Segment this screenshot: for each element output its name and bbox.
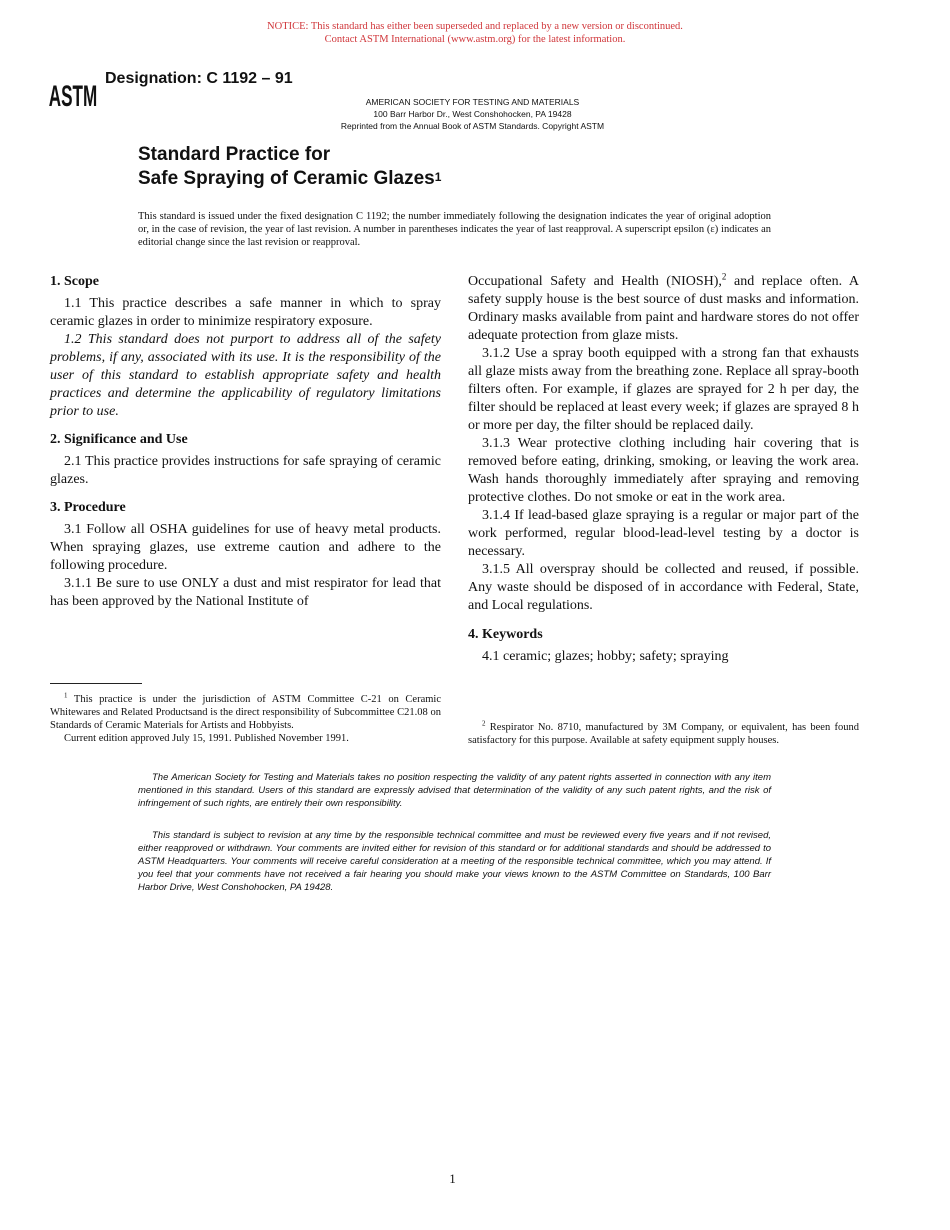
issued-note: This standard is issued under the fixed designation C 1192; the number immediately following the designation indicates the year of original adoption or, in the case of revision, the year of last revision. A number in parentheses indicates the year of last reapproval. A superscript epsilon (ε) indicates an editorial change since the last revision or reapproval. (138, 211, 771, 248)
paragraph-3-1-1: 3.1.1 Be sure to use ONLY a dust and mist respirator for lead that has been approved by the National Institute of (50, 576, 441, 609)
section-heading-scope: 1. Scope (50, 274, 99, 289)
footnote-2-ref: 2 (482, 719, 486, 728)
notice-line-2: Contact ASTM International (www.astm.org) for the latest information. (324, 34, 626, 45)
right-column (468, 273, 859, 666)
section-heading-keywords: 4. Keywords (468, 627, 543, 642)
patent-disclaimer (138, 771, 771, 810)
paragraph-3-1-3: 3.1.3 Wear protective clothing including hair covering that is removed before eating, drinking, smoking, or leaving the work area. Wash hands thoroughly immediately after spraying and removing protective clothes. Do not smoke or eat in the work area. (468, 436, 859, 505)
paragraph-3-1-5: 3.1.5 All overspray should be collected and reused, if possible. Any waste should be disposed of in accordance with Federal, State, and Local regulations. (468, 562, 859, 613)
reprint-note: Reprinted from the Annual Book of ASTM Standards. Copyright ASTM (340, 121, 605, 131)
patent-disclaimer-text: The American Society for Testing and Materials takes no position respecting the validity of any patent rights asserted in connection with any item mentioned in this standard. Users of this standard are expressly advised that determination of the validity of any such patent rights, and the risk of infringement of such rights, are entirely their own responsibility. (138, 772, 771, 809)
paragraph-1-2: 1.2 This standard does not purport to address all of the safety problems, if any, associated with its use. It is the responsibility of the user of this standard to establish appropriate safety and health practices and determine the applicability of regulatory limitations prior to use. (50, 332, 441, 419)
footnote-1-ref: 1 (64, 691, 68, 700)
revision-disclaimer (138, 829, 771, 894)
title-line-2: Safe Spraying of Ceramic Glazes$^1$ (138, 168, 442, 189)
title-line-1: Standard Practice for (138, 144, 331, 165)
society-address: 100 Barr Harbor Dr., West Conshohocken, PA 19428 (373, 109, 572, 119)
svg-text:ASTM: ASTM (48, 80, 98, 114)
footnote-2: $^2$ Respirator No. 8710, manufactured by 3M Company, or equivalent, has been found satisfactory for this purpose. Available at safety equipment supply houses. (468, 719, 859, 746)
title-footnote-ref: 1 (434, 170, 442, 184)
paragraph-2-1: 2.1 This practice provides instructions for safe spraying of ceramic glazes. (50, 454, 441, 487)
left-column (50, 273, 441, 611)
revision-disclaimer-text: This standard is subject to revision at any time by the responsible technical committee and must be reviewed every five years and if not revised, either reapproved or withdrawn. Your comments are invited either for revision of this standard or for additional standards and should be addressed to ASTM Headquarters. Your comments will receive careful consideration at a meeting of the responsible technical committee, which you may attend. If you feel that your comments have not received a fair hearing you should make your views known to the ASTM Committee on Standards, 100 Barr Harbor Drive, West Conshohocken, PA 19428. (138, 830, 771, 893)
designation: Designation: C 1192 – 91 (105, 70, 293, 87)
paragraph-3-1-2: 3.1.2 Use a spray booth equipped with a strong fan that exhausts all glaze mists away from the breathing zone. Replace all spray-booth filters often. For example, if glazes are sprayed for 2 h per day, the filter should be replaced at least every week; if glazes are sprayed 8 h or more per day, the filter should be replaced daily. (468, 346, 859, 433)
section-heading-significance: 2. Significance and Use (50, 432, 188, 447)
footnote-2-ref-inline: 2 (721, 271, 727, 282)
paragraph-3-1-4: 3.1.4 If lead-based glaze spraying is a regular or major part of the work performed, regular blood-lead-level testing by a doctor is necessary. (468, 508, 859, 559)
section-heading-procedure: 3. Procedure (50, 500, 126, 515)
paragraph-3-1-1-continued: Occupational Safety and Health (NIOSH),$^2$ and replace often. A safety supply house is the best source of dust masks and information. Ordinary masks available from paint and hardware stores do not offer adequate protection from glaze mists. (468, 271, 859, 343)
footnote-rule-left (50, 683, 142, 684)
paragraph-3-1: 3.1 Follow all OSHA guidelines for use of heavy metal products. When spraying glazes, use extreme caution and adhere to the following procedure. (50, 522, 441, 573)
paragraph-4-1: 4.1 ceramic; glazes; hobby; safety; spraying (482, 649, 729, 664)
document-title (138, 143, 441, 191)
notice-line-1: NOTICE: This standard has either been superseded and replaced by a new version or discontinued. (267, 21, 683, 32)
page-number: 1 (449, 1171, 456, 1186)
society-name: AMERICAN SOCIETY FOR TESTING AND MATERIALS (365, 97, 580, 107)
paragraph-1-1: 1.1 This practice describes a safe manner in which to spray ceramic glazes in order to minimize respiratory exposure. (50, 296, 441, 329)
footnote-1: $^1$ This practice is under the jurisdiction of ASTM Committee C-21 on Ceramic Whitewares and Related Productsand is the direct responsibility of Subcommittee C21.08 on Standards of Ceramic Materials for Artists and Hobbyists. Current edition approved July 15, 1991. Published November 1991. (50, 691, 441, 744)
footnote-1-edition: Current edition approved July 15, 1991. Published November 1991. (64, 733, 349, 744)
